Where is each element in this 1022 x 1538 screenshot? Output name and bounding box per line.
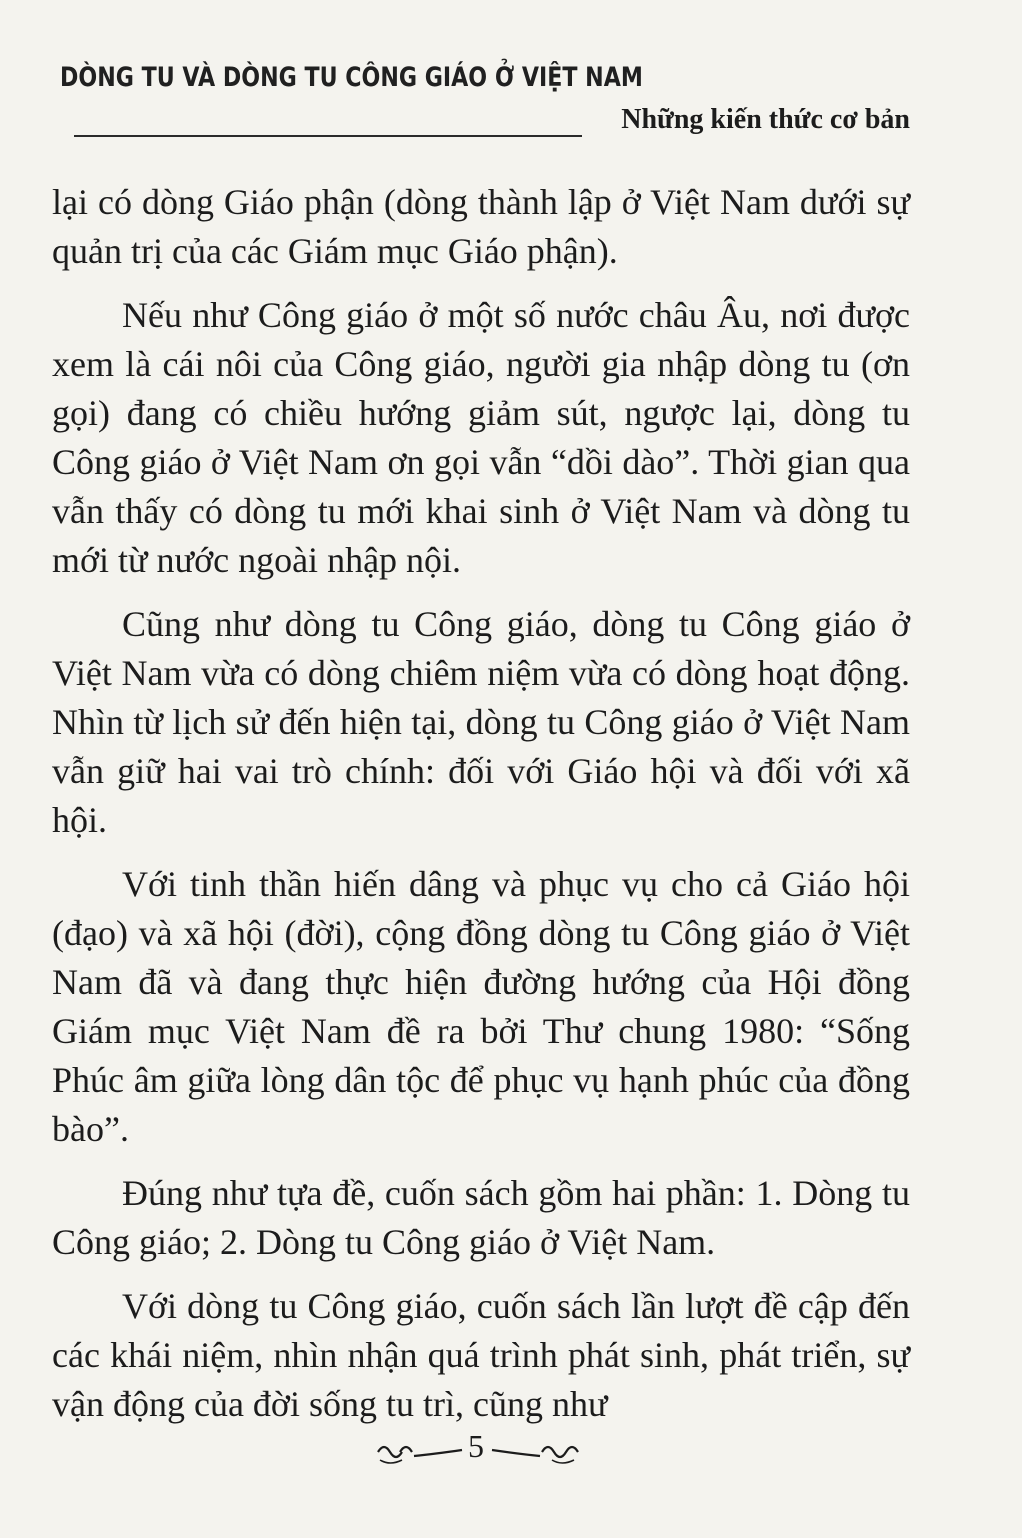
flourish-ornament-icon bbox=[372, 1436, 464, 1470]
paragraph-4: Với tinh thần hiến dâng và phục vụ cho cả Giáo hội (đạo) và xã hội (đời), cộng đồng dòng tu Công giáo ở Việt Nam đã và đang thực hiện đường hướng của Hội đồng Giám mục Việt Nam đề ra bởi Thư chung 1980: “Sống Phúc âm giữa lòng dân tộc để phục vụ hạnh phúc của đồng bào”. bbox=[52, 864, 910, 1149]
paragraph-3: Cũng như dòng tu Công giáo, dòng tu Công giáo ở Việt Nam vừa có dòng chiêm niệm vừa có dòng hoạt động. Nhìn từ lịch sử đến hiện tại, dòng tu Công giáo ở Việt Nam vẫn giữ hai vai trò chính: đối với Giáo hội và đối với xã hội. bbox=[52, 604, 910, 840]
page-number: 5 bbox=[468, 1428, 484, 1464]
paragraph-6: Với dòng tu Công giáo, cuốn sách lần lượt đề cập đến các khái niệm, nhìn nhận quá trình phát sinh, phát triển, sự vận động của đời sống tu trì, cũng như bbox=[52, 1286, 910, 1424]
body-text bbox=[52, 178, 910, 1444]
page-footer bbox=[0, 1428, 1022, 1478]
paragraph-2: Nếu như Công giáo ở một số nước châu Âu, nơi được xem là cái nôi của Công giáo, người gia nhập dòng tu (ơn gọi) đang có chiều hướng giảm sút, ngược lại, dòng tu Công giáo ở Việt Nam ơn gọi vẫn “dồi dào”. Thời gian qua vẫn thấy có dòng tu mới khai sinh ở Việt Nam và dòng tu mới từ nước ngoài nhập nội. bbox=[52, 295, 910, 580]
book-subtitle: Những kiến thức cơ bản bbox=[621, 104, 910, 135]
flourish-ornament-icon bbox=[490, 1436, 582, 1470]
paragraph-1: lại có dòng Giáo phận (dòng thành lập ở Việt Nam dưới sự quản trị của các Giám mục Giáo phận). bbox=[52, 182, 910, 271]
header-rule bbox=[74, 135, 582, 137]
book-title: DÒNG TU VÀ DÒNG TU CÔNG GIÁO Ở VIỆT NAM bbox=[60, 62, 643, 93]
paragraph-5: Đúng như tựa đề, cuốn sách gồm hai phần: 1. Dòng tu Công giáo; 2. Dòng tu Công giáo ở Việt Nam. bbox=[52, 1173, 910, 1262]
